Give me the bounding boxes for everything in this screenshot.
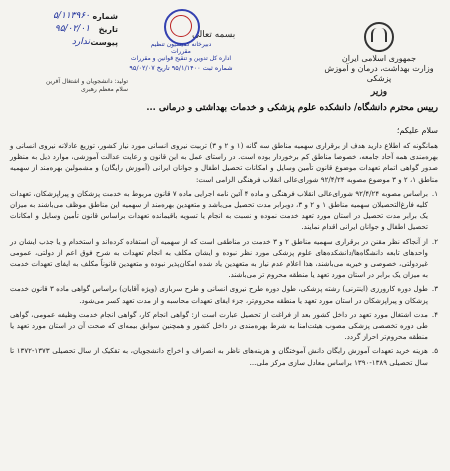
letter-salutation: سلام علیکم؛ xyxy=(396,126,438,135)
registration-stamp xyxy=(126,7,236,79)
production-slogan xyxy=(8,78,128,94)
item-text: براساس مصوبه ۹۲/۴/۲۴ شورای‌عالی انقلاب فرهنگی و ماده ۴ آئین نامه اجرایی ماده ۷ قانون مربوط به خدمت پزشکان و پیراپزشکان، تعهدات کلیه فارغ‌التحصیلان سهمیه مناطق ۱ و ۲ و ۳، دوبرابر مدت تحصیل می‌باشد و متعهدین بهره‌مند از سهمیه این مناطق موظف می‌باشند به میزان یک برابر مدت تحصیل در استان مورد تعهد خدمت نموده و نسبت به انجام یا تسویه باقیمانده تعهدات براساس قانون تأمین وسایل و امکانات تحصیل اطفال و جوانان ایرانی اقدام نمایند. xyxy=(10,188,428,232)
item-text: هزینه خرید تعهدات آموزش رایگان دانش آموختگان و هزینه‌های ناظر به انصراف و اخراج دانشجویان، به تفکیک از سال تحصیلی ۱۳۷۳-۱۳۷۲ تا سال تحصیلی ۱۳۸۹-۱۳۹۰ براساس معادل سازی مرکز ملی... xyxy=(10,346,428,367)
number-value: ۵/۱۱۳۹۶۰ xyxy=(53,11,90,21)
intro-paragraph: همانگونه که اطلاع دارید هدف از برقراری سهمیه مناطق سه گانه (۱ و ۲ و ۳) تربیت نیروی انسانی مورد نیاز کشور، توزیع عادلانه نیروی انسانی و بهره‌مندی همه آحاد جامعه، خصوصا مناطق کم برخوردار بوده است. در راستای عمل به این قانون و رعایت عدالت آموزشی، موارد ذیل به منظور صدور گواهی اتمام تعهدات موضوع قانون تأمین وسایل و امکانات تحصیل اطفال و جوانان ایرانی (آموزش رایگان) و مشمولین بهره‌مند از سهمیه مناطق ۱، ۲ و ۳ موضوع مصوبه ۹۲/۴/۲۴ شورای‌عالی انقلاب فرهنگی الزامی است: xyxy=(10,141,438,184)
item-text: طول دوره کارورزی (اینترنی) رشته پزشکی، طول دوره طرح نیروی انسانی و طرح سربازی (ویژه آقایان) براساس گواهی ماده ۳ قانون خدمت پزشکان و پیراپزشکان در استان مورد تعهد یا منطقه محروم‌تر، جزء ایفای تعهدات محاسبه و از مدت تعهد کسر می‌شود. xyxy=(10,284,428,305)
item-number: ۵. xyxy=(431,346,438,356)
stamp-line-1: دبیرخانه کمیسیون تنظیم xyxy=(150,41,212,48)
letter-heading: رییس محترم دانشگاه/ دانشکده علوم پزشکی و خدمات بهداشتی و درمانی ... xyxy=(146,103,438,113)
stamp-line-2: مقررات xyxy=(171,48,191,55)
slogan-line-2: سلام معظم رهبری xyxy=(80,86,128,93)
item-number: ۳. xyxy=(431,284,438,294)
iran-emblem-icon xyxy=(364,22,394,52)
date-label: تاریخ xyxy=(98,25,118,34)
list-item xyxy=(10,236,438,284)
meta-attachment xyxy=(8,36,118,49)
list-item xyxy=(10,188,438,236)
item-number: ۲. xyxy=(431,236,438,246)
meta-number xyxy=(8,10,118,23)
slogan-line-1: تولید: دانشجویان و اشتغال آفرین xyxy=(45,78,128,85)
list-item xyxy=(10,309,438,346)
org-title: وزیر xyxy=(370,87,388,97)
ministry-letterhead xyxy=(314,22,444,97)
attachment-label: پیوست xyxy=(90,38,118,47)
list-item xyxy=(10,345,438,370)
item-text: از آنجاکه نظر مقنن در برقراری سهمیه مناطق ۲ و ۳ خدمت در مناطقی است که از سهمیه آن استفاده کرده‌اند و استخدام و یا جذب ایشان در واحدهای تابعه دانشگاه‌ها/دانشکده‌های علوم پزشکی مورد نظر نبوده و ایشان مکلف به انجام تعهدات به شرح فوق اعم از دولتی، عمومی غیردولتی، خصوصی و خیریه می‌باشند، هذا اعلام عدم نیاز به متعهدین یاد شده امکان‌پذیر نبوده و متعهدین قانوناً مکلف به ایفای تعهدات خدمت به میزان یک برابر در استان مورد تعهد یا منطقه محروم تر می‌باشند. xyxy=(10,236,428,280)
item-number: ۱. xyxy=(431,188,438,198)
stamp-line-4: شماره ثبت ۹۵/۱/۱۴۰۰ تاریخ ۹۵/۰۲/۰۷ xyxy=(129,64,233,72)
org-line-2: وزارت بهداشت، درمان و آموزش پزشکی xyxy=(324,64,434,83)
seal-icon xyxy=(164,9,200,45)
meta-date xyxy=(8,23,118,36)
attachment-value: ندارد xyxy=(71,37,90,47)
letter-meta xyxy=(8,10,118,49)
letter-body xyxy=(10,140,438,371)
number-label: شماره xyxy=(92,12,118,21)
date-value: ۹۵/۰۲/۰۱ xyxy=(54,24,90,34)
org-line-1: جمهوری اسلامی ایران xyxy=(341,54,417,63)
item-number: ۴. xyxy=(431,309,438,319)
stamp-line-3: اداره کل تدوین و تنقیح قوانین و مقررات xyxy=(130,55,232,62)
item-text: مدت اشتغال مورد تعهد در داخل کشور بعد از فراغت از تحصیل عبارت است از: گواهی انجام کار، گواهی انجام خدمت وظیفه عمومی، گواهی طی دوره تخصصی پزشکی مصوب هیئت‌امنا به شرط بهره‌مندی در داخل کشور و همچنین سوابق بیمه‌ای که صحت آن در استان مورد تعهد یا منطقه محروم‌تر احراز گردد. xyxy=(10,309,428,342)
basmala: بسمه تعالی xyxy=(192,30,236,40)
list-item xyxy=(10,283,438,308)
